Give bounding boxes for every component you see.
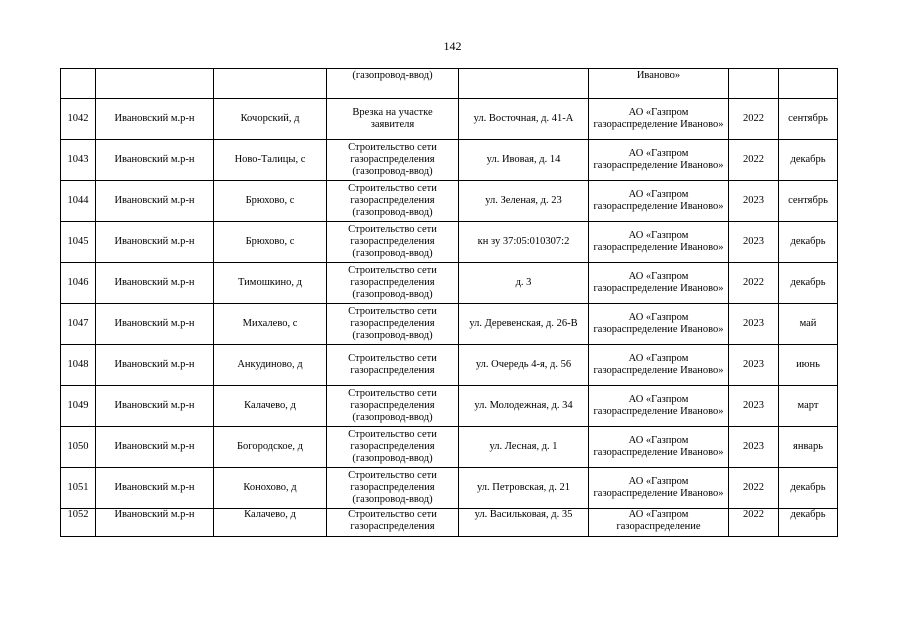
cell-year: 2023 xyxy=(729,222,779,263)
cell-address: ул. Васильковая, д. 35 xyxy=(459,509,589,537)
cell-num: 1051 xyxy=(61,468,96,509)
cell-locality: Брюхово, с xyxy=(214,181,327,222)
cell-locality: Богородское, д xyxy=(214,427,327,468)
cell-num: 1044 xyxy=(61,181,96,222)
table-body xyxy=(61,69,838,537)
cell-address: ул. Лесная, д. 1 xyxy=(459,427,589,468)
cell-num: 1042 xyxy=(61,99,96,140)
cell-year: 2022 xyxy=(729,509,779,537)
cell-work-type: Строительство сети газораспределения xyxy=(327,509,459,537)
cell-year: 2022 xyxy=(729,99,779,140)
cell-month: март xyxy=(779,386,838,427)
cell-address: ул. Деревенская, д. 26-В xyxy=(459,304,589,345)
cell-work-type: Строительство сети газораспределения (газопровод-ввод) xyxy=(327,222,459,263)
cell-month: июнь xyxy=(779,345,838,386)
cell-operator: Иваново» xyxy=(589,69,729,99)
cell-district: Ивановский м.р-н xyxy=(96,222,214,263)
cell-locality xyxy=(214,69,327,99)
cell-district xyxy=(96,69,214,99)
cell-district: Ивановский м.р-н xyxy=(96,427,214,468)
cell-num: 1043 xyxy=(61,140,96,181)
cell-year: 2022 xyxy=(729,468,779,509)
cell-address: ул. Восточная, д. 41-А xyxy=(459,99,589,140)
cell-district: Ивановский м.р-н xyxy=(96,99,214,140)
cell-locality: Калачево, д xyxy=(214,509,327,537)
cell-year: 2022 xyxy=(729,263,779,304)
cell-work-type: Строительство сети газораспределения (газопровод-ввод) xyxy=(327,468,459,509)
table-row xyxy=(61,181,838,222)
cell-year: 2023 xyxy=(729,304,779,345)
cell-district: Ивановский м.р-н xyxy=(96,181,214,222)
cell-locality: Брюхово, с xyxy=(214,222,327,263)
cell-district: Ивановский м.р-н xyxy=(96,509,214,537)
page-number: 142 xyxy=(443,39,462,53)
cell-address: кн зу 37:05:010307:2 xyxy=(459,222,589,263)
cell-month: май xyxy=(779,304,838,345)
cell-operator: АО «Газпром газораспределение Иваново» xyxy=(589,263,729,304)
cell-year: 2023 xyxy=(729,345,779,386)
cell-work-type: (газопровод-ввод) xyxy=(327,69,459,99)
cell-work-type: Строительство сети газораспределения (газопровод-ввод) xyxy=(327,263,459,304)
cell-month: декабрь xyxy=(779,222,838,263)
cell-month: декабрь xyxy=(779,468,838,509)
cell-operator: АО «Газпром газораспределение xyxy=(589,509,729,537)
table-row xyxy=(61,345,838,386)
registry-table xyxy=(60,68,838,537)
cell-operator: АО «Газпром газораспределение Иваново» xyxy=(589,222,729,263)
cell-address xyxy=(459,69,589,99)
cell-address: д. 3 xyxy=(459,263,589,304)
table-row xyxy=(61,222,838,263)
cell-work-type: Врезка на участке заявителя xyxy=(327,99,459,140)
cell-locality: Анкудиново, д xyxy=(214,345,327,386)
cell-operator: АО «Газпром газораспределение Иваново» xyxy=(589,304,729,345)
cell-address: ул. Зеленая, д. 23 xyxy=(459,181,589,222)
cell-work-type: Строительство сети газораспределения xyxy=(327,345,459,386)
cell-month: январь xyxy=(779,427,838,468)
table-row-continuation xyxy=(61,69,838,99)
cell-operator: АО «Газпром газораспределение Иваново» xyxy=(589,468,729,509)
cell-operator: АО «Газпром газораспределение Иваново» xyxy=(589,386,729,427)
cell-district: Ивановский м.р-н xyxy=(96,304,214,345)
cell-year: 2023 xyxy=(729,386,779,427)
cell-work-type: Строительство сети газораспределения (газопровод-ввод) xyxy=(327,386,459,427)
cell-num: 1049 xyxy=(61,386,96,427)
cell-year xyxy=(729,69,779,99)
cell-operator: АО «Газпром газораспределение Иваново» xyxy=(589,345,729,386)
cell-address: ул. Молодежная, д. 34 xyxy=(459,386,589,427)
cell-num: 1050 xyxy=(61,427,96,468)
cell-address: ул. Ивовая, д. 14 xyxy=(459,140,589,181)
cell-num: 1045 xyxy=(61,222,96,263)
cell-district: Ивановский м.р-н xyxy=(96,386,214,427)
cell-month xyxy=(779,69,838,99)
cell-operator: АО «Газпром газораспределение Иваново» xyxy=(589,181,729,222)
cell-num: 1046 xyxy=(61,263,96,304)
cell-month: сентябрь xyxy=(779,181,838,222)
cell-locality: Калачево, д xyxy=(214,386,327,427)
cell-work-type: Строительство сети газораспределения (газопровод-ввод) xyxy=(327,427,459,468)
cell-month: декабрь xyxy=(779,509,838,537)
cell-num: 1048 xyxy=(61,345,96,386)
cell-operator: АО «Газпром газораспределение Иваново» xyxy=(589,99,729,140)
cell-district: Ивановский м.р-н xyxy=(96,263,214,304)
cell-locality: Конохово, д xyxy=(214,468,327,509)
cell-locality: Ново-Талицы, с xyxy=(214,140,327,181)
cell-num xyxy=(61,69,96,99)
cell-work-type: Строительство сети газораспределения (газопровод-ввод) xyxy=(327,140,459,181)
table-row xyxy=(61,509,838,537)
cell-address: ул. Очередь 4-я, д. 56 xyxy=(459,345,589,386)
cell-year: 2023 xyxy=(729,181,779,222)
cell-operator: АО «Газпром газораспределение Иваново» xyxy=(589,140,729,181)
cell-district: Ивановский м.р-н xyxy=(96,140,214,181)
cell-district: Ивановский м.р-н xyxy=(96,468,214,509)
table-row xyxy=(61,99,838,140)
table-row xyxy=(61,427,838,468)
cell-locality: Кочорский, д xyxy=(214,99,327,140)
table-row xyxy=(61,140,838,181)
cell-address: ул. Петровская, д. 21 xyxy=(459,468,589,509)
table-row xyxy=(61,304,838,345)
table-row xyxy=(61,468,838,509)
cell-num: 1052 xyxy=(61,509,96,537)
cell-locality: Тимошкино, д xyxy=(214,263,327,304)
cell-num: 1047 xyxy=(61,304,96,345)
cell-locality: Михалево, с xyxy=(214,304,327,345)
cell-year: 2022 xyxy=(729,140,779,181)
cell-district: Ивановский м.р-н xyxy=(96,345,214,386)
cell-month: сентябрь xyxy=(779,99,838,140)
cell-work-type: Строительство сети газораспределения (газопровод-ввод) xyxy=(327,181,459,222)
table-row xyxy=(61,386,838,427)
cell-work-type: Строительство сети газораспределения (газопровод-ввод) xyxy=(327,304,459,345)
cell-month: декабрь xyxy=(779,263,838,304)
table-row xyxy=(61,263,838,304)
cell-operator: АО «Газпром газораспределение Иваново» xyxy=(589,427,729,468)
cell-month: декабрь xyxy=(779,140,838,181)
cell-year: 2023 xyxy=(729,427,779,468)
